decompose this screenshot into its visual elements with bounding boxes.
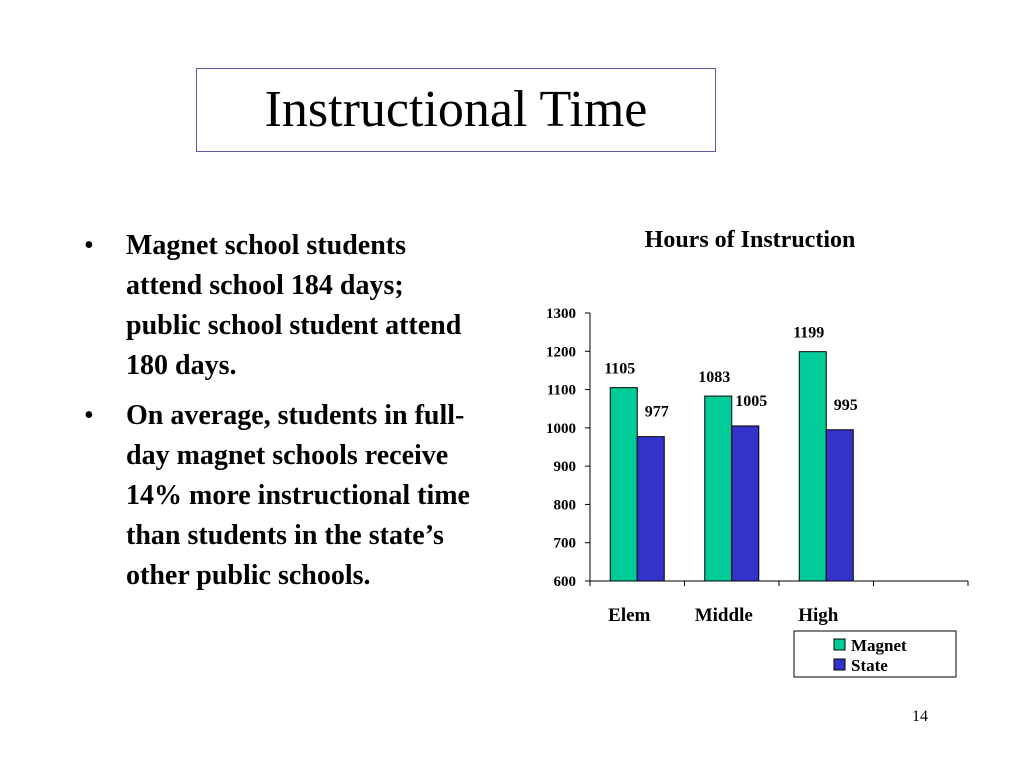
- bar-state: [826, 430, 853, 581]
- bar-magnet: [610, 388, 637, 581]
- bar-magnet: [705, 396, 732, 581]
- y-tick-label: 600: [553, 574, 576, 590]
- x-category-label: High: [798, 605, 839, 626]
- y-tick-label: 700: [553, 535, 576, 552]
- legend-swatch-state: [834, 659, 845, 670]
- bullet-dot-icon: •: [84, 230, 94, 261]
- x-category-label: Elem: [608, 605, 651, 626]
- data-label: 1005: [735, 392, 768, 410]
- y-tick-label: 1200: [546, 344, 576, 361]
- data-label: 977: [644, 403, 669, 421]
- bullet-list: [84, 226, 484, 606]
- data-label: 995: [833, 396, 858, 414]
- data-label: 1199: [793, 324, 825, 342]
- y-tick-label: 1000: [546, 420, 576, 437]
- slide-number: 14: [912, 708, 928, 725]
- slide-title: Instructional Time: [264, 81, 648, 138]
- x-category-label: Middle: [694, 605, 753, 626]
- data-label: 1083: [698, 369, 731, 387]
- y-tick-label: 800: [553, 497, 576, 514]
- bar-state: [732, 426, 759, 581]
- bar-state: [637, 437, 664, 581]
- y-tick-label: 900: [553, 459, 576, 476]
- y-tick-label: 1100: [546, 382, 576, 399]
- legend-label: State: [851, 656, 888, 675]
- bar-chart: [500, 215, 1020, 685]
- data-label: 1105: [604, 360, 636, 378]
- chart-container: [500, 215, 1020, 685]
- bullet-text: Magnet school students attend school 184 days; public school student attend 180 days.: [126, 230, 462, 381]
- bullet-item: [84, 396, 484, 596]
- chart-title: Hours of Instruction: [644, 227, 856, 253]
- legend-swatch-magnet: [834, 639, 845, 650]
- bullet-item: [84, 226, 484, 386]
- bullet-text: On average, students in full-day magnet schools receive 14% more instructional time than students in the state’s other public schools.: [126, 400, 470, 591]
- bullet-dot-icon: •: [84, 400, 94, 431]
- y-tick-label: 1300: [546, 306, 576, 322]
- bar-magnet: [799, 352, 826, 581]
- legend-label: Magnet: [851, 636, 907, 655]
- title-box: [196, 68, 716, 152]
